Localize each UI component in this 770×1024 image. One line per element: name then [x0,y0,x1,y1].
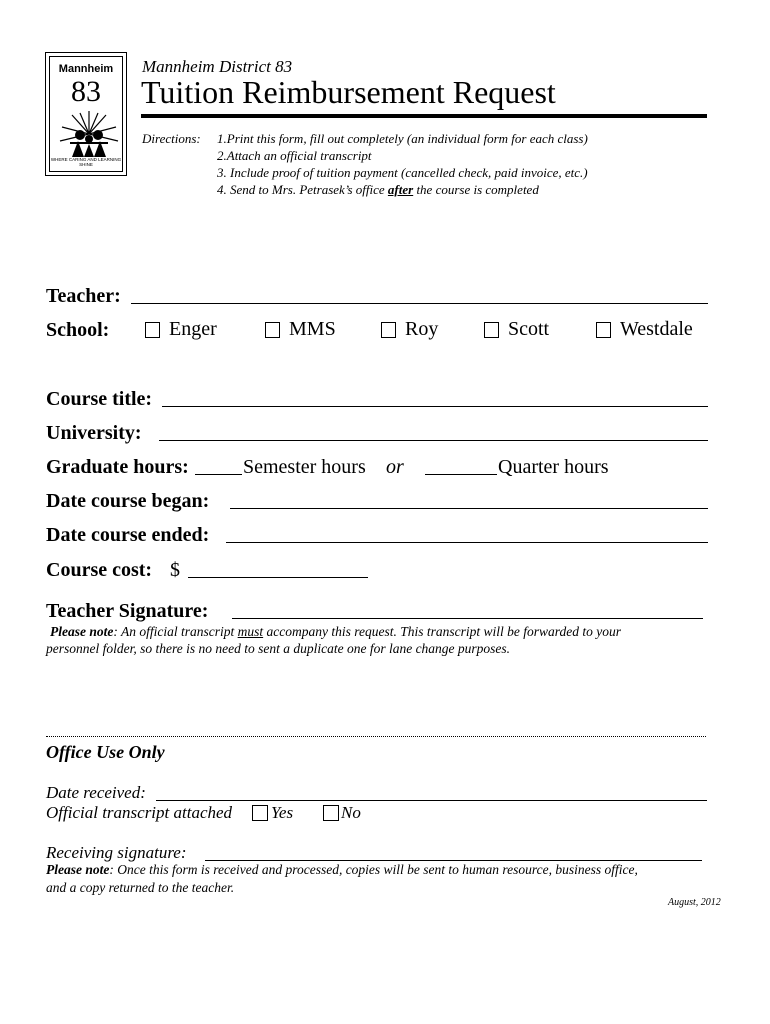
school-checkbox-westdale[interactable] [596,322,611,338]
note-emphasis: must [237,624,264,639]
school-checkbox-scott[interactable] [484,322,499,338]
note-processing-line-1 [46,862,638,878]
page-title: Tuition Reimbursement Request [141,74,556,110]
currency-symbol: $ [170,559,180,581]
date-began-field[interactable] [230,508,708,509]
note-transcript-line-2: personnel folder, so there is no need to sent a duplicate one for lane change purposes. [46,641,511,656]
office-divider [46,736,706,737]
quarter-hours-label: Quarter hours [498,456,609,478]
sunburst-children-icon [58,109,120,159]
school-option-scott: Scott [508,318,550,340]
logo-motto: WHERE CARING AND LEARNING SHINE [50,157,122,167]
date-ended-label: Date course ended: [46,524,210,546]
direction-step-4 [217,182,539,198]
form-date: August, 2012 [668,897,721,908]
date-began-label: Date course began: [46,490,210,512]
logo-name: Mannheim [58,63,114,75]
district-name: Mannheim District 83 [142,57,293,76]
university-label: University: [46,422,142,444]
school-checkbox-enger[interactable] [145,322,160,338]
transcript-yes-label: Yes [271,803,294,822]
logo-number: 83 [71,75,101,108]
transcript-yes-checkbox[interactable] [252,805,268,821]
course-cost-label: Course cost: [46,559,153,581]
note-text-a: : An official transcript [113,624,238,639]
district-logo [45,52,127,176]
teacher-signature-label: Teacher Signature: [46,600,209,622]
school-label: School: [46,319,110,341]
directions-label: Directions: [142,131,201,146]
school-option-westdale: Westdale [620,318,693,340]
school-option-mms: MMS [289,318,336,340]
school-option-enger: Enger [169,318,217,340]
university-field[interactable] [159,440,708,441]
course-title-field[interactable] [162,406,708,407]
note-processing-line-2: and a copy returned to the teacher. [46,880,235,895]
direction-step-2: 2.Attach an official transcript [217,148,372,163]
note2-text: : Once this form is received and processed, copies will be sent to human resource, business office, [109,862,638,877]
date-received-field[interactable] [156,800,707,801]
direction-step-4-prefix: 4. Send to Mrs. Petrasek’s office [217,182,388,197]
school-option-roy: Roy [405,318,439,340]
note-label: Please note [50,624,114,639]
receiving-signature-label: Receiving signature: [46,843,187,862]
direction-step-3: 3. Include proof of tuition payment (cancelled check, paid invoice, etc.) [217,165,588,180]
date-ended-field[interactable] [226,542,708,543]
office-use-heading: Office Use Only [46,742,165,762]
semester-hours-field[interactable] [195,474,242,475]
transcript-no-label: No [341,803,361,822]
teacher-label: Teacher: [46,285,121,307]
date-received-label: Date received: [46,783,146,802]
teacher-signature-field[interactable] [232,618,703,619]
course-cost-field[interactable] [188,577,368,578]
direction-step-1: 1.Print this form, fill out completely (an individual form for each class) [217,131,588,146]
quarter-hours-field[interactable] [425,474,497,475]
transcript-attached-label: Official transcript attached [46,803,233,822]
direction-step-4-emphasis: after [387,182,414,197]
school-checkbox-mms[interactable] [265,322,280,338]
or-label: or [386,456,404,478]
direction-step-4-suffix: the course is completed [413,182,539,197]
graduate-hours-label: Graduate hours: [46,456,189,478]
course-title-label: Course title: [46,388,153,410]
logo-frame [49,56,123,172]
semester-hours-label: Semester hours [243,456,366,478]
note2-label: Please note [46,862,110,877]
school-checkbox-roy[interactable] [381,322,396,338]
receiving-signature-field[interactable] [205,860,702,861]
transcript-no-checkbox[interactable] [323,805,339,821]
teacher-field[interactable] [131,303,708,304]
note-transcript-line-1 [50,624,621,640]
note-text-b: accompany this request. This transcript will be forwarded to your [263,624,622,639]
title-rule [141,114,707,118]
